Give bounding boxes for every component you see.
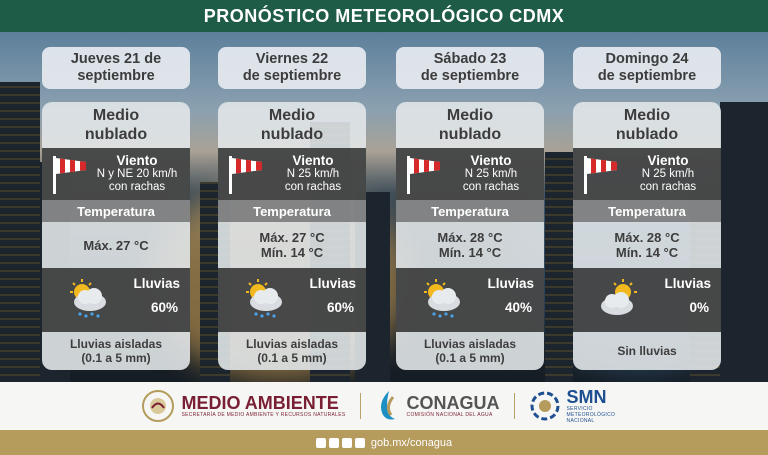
wind-value: N 25 km/h bbox=[464, 168, 518, 180]
day-2-line2: de septiembre bbox=[242, 68, 342, 84]
conagua-subtitle: COMISIÓN NACIONAL DEL AGUA bbox=[406, 412, 493, 418]
social-icons bbox=[316, 438, 365, 448]
day-1-line1: Jueves 21 de bbox=[70, 51, 162, 67]
conagua-name: CONAGUA bbox=[406, 393, 500, 413]
wind-gusts: con rachas bbox=[108, 181, 166, 193]
windsock-icon bbox=[52, 154, 88, 196]
rain-desc-line1: Lluvias aisladas bbox=[245, 337, 339, 351]
rain-desc-line1: Lluvias aisladas bbox=[423, 337, 517, 351]
smn-emblem-icon bbox=[529, 390, 561, 422]
temperature-values bbox=[218, 222, 366, 268]
sky-condition bbox=[42, 102, 190, 148]
sky-condition bbox=[218, 102, 366, 148]
windsock-icon bbox=[583, 154, 619, 196]
temperature-label: Temperatura bbox=[218, 200, 366, 222]
rain-label: Lluvias bbox=[133, 276, 180, 291]
smn-subtitle: SERVICIO METEOROLÓGICO NACIONAL bbox=[566, 406, 616, 424]
temp-max: Máx. 27 °C bbox=[83, 237, 149, 253]
sun-cloud-rain-icon bbox=[242, 278, 288, 324]
rain-probability: 60% bbox=[326, 300, 354, 315]
wind-value: N y NE 20 km/h bbox=[96, 168, 178, 180]
rain-description bbox=[218, 332, 366, 370]
medio-ambiente-logo bbox=[141, 389, 345, 423]
rain-section bbox=[218, 268, 366, 332]
rain-probability: 40% bbox=[504, 300, 532, 315]
temp-min: Mín. 14 °C bbox=[615, 245, 679, 260]
sky-condition-line2: nublado bbox=[84, 126, 148, 143]
wind-label: Viento bbox=[116, 153, 158, 168]
rain-desc-line2: (0.1 a 5 mm) bbox=[435, 351, 505, 365]
wind-label: Viento bbox=[647, 153, 689, 168]
rain-probability: 60% bbox=[150, 300, 178, 315]
rain-desc-line1: Sin lluvias bbox=[617, 344, 677, 358]
temperature-label: Temperatura bbox=[573, 200, 721, 222]
rain-description bbox=[42, 332, 190, 370]
sun-cloud-rain-icon bbox=[66, 278, 112, 324]
sky-condition-line1: Medio bbox=[268, 107, 316, 124]
temp-max: Máx. 28 °C bbox=[614, 230, 680, 245]
footer-bar bbox=[0, 430, 768, 455]
conagua-logo bbox=[375, 389, 500, 423]
day-1-line2: septiembre bbox=[77, 68, 155, 84]
forecast-card-4 bbox=[573, 102, 721, 370]
conagua-emblem-icon bbox=[375, 389, 401, 423]
rain-section bbox=[396, 268, 544, 332]
institution-logos bbox=[0, 382, 768, 430]
wind-gusts: con rachas bbox=[462, 181, 520, 193]
instagram-icon[interactable] bbox=[342, 438, 352, 448]
sky-condition bbox=[396, 102, 544, 148]
sky-condition bbox=[573, 102, 721, 148]
rain-probability: 0% bbox=[689, 300, 709, 315]
wind-section bbox=[573, 148, 721, 200]
sky-condition-line1: Medio bbox=[446, 107, 494, 124]
wind-label: Viento bbox=[470, 153, 512, 168]
temperature-label: Temperatura bbox=[42, 200, 190, 222]
temp-min: Mín. 14 °C bbox=[260, 245, 324, 260]
youtube-icon[interactable] bbox=[355, 438, 365, 448]
day-4-line1: Domingo 24 bbox=[605, 51, 689, 67]
page-title: PRONÓSTICO METEOROLÓGICO CDMX bbox=[0, 0, 768, 32]
day-header-3 bbox=[396, 47, 544, 89]
logo-divider bbox=[514, 393, 515, 419]
temperature-values bbox=[396, 222, 544, 268]
rain-desc-line1: Lluvias aisladas bbox=[69, 337, 163, 351]
sky-condition-line2: nublado bbox=[438, 126, 502, 143]
wind-gusts: con rachas bbox=[639, 181, 697, 193]
rain-section bbox=[42, 268, 190, 332]
forecast-card-3 bbox=[396, 102, 544, 370]
rain-label: Lluvias bbox=[487, 276, 534, 291]
windsock-icon bbox=[406, 154, 442, 196]
sky-condition-line1: Medio bbox=[623, 107, 671, 124]
day-2-line1: Viernes 22 bbox=[255, 51, 329, 67]
day-header-4 bbox=[573, 47, 721, 89]
smn-logo bbox=[529, 388, 627, 424]
facebook-icon[interactable] bbox=[316, 438, 326, 448]
rain-label: Lluvias bbox=[664, 276, 711, 291]
rain-description bbox=[573, 332, 721, 370]
rain-label: Lluvias bbox=[309, 276, 356, 291]
forecast-card-2 bbox=[218, 102, 366, 370]
wind-gusts: con rachas bbox=[284, 181, 342, 193]
rain-desc-line2: (0.1 a 5 mm) bbox=[257, 351, 327, 365]
temperature-values bbox=[573, 222, 721, 268]
wind-section bbox=[218, 148, 366, 200]
sun-cloud-icon bbox=[597, 278, 643, 324]
twitter-icon[interactable] bbox=[329, 438, 339, 448]
wind-section bbox=[396, 148, 544, 200]
rain-section bbox=[573, 268, 721, 332]
wind-section bbox=[42, 148, 190, 200]
sky-condition-line2: nublado bbox=[260, 126, 324, 143]
rain-desc-line2: (0.1 a 5 mm) bbox=[81, 351, 151, 365]
wind-value: N 25 km/h bbox=[286, 168, 340, 180]
day-4-line2: de septiembre bbox=[597, 68, 697, 84]
medio-ambiente-name: MEDIO AMBIENTE bbox=[181, 393, 339, 413]
day-header-2 bbox=[218, 47, 366, 89]
day-header-1 bbox=[42, 47, 190, 89]
day-3-line1: Sábado 23 bbox=[433, 51, 507, 67]
wind-label: Viento bbox=[292, 153, 334, 168]
temp-max: Máx. 28 °C bbox=[437, 230, 503, 245]
wind-value: N 25 km/h bbox=[641, 168, 695, 180]
temp-max: Máx. 27 °C bbox=[259, 230, 325, 245]
sky-condition-line1: Medio bbox=[92, 107, 140, 124]
medio-ambiente-subtitle: SECRETARÍA DE MEDIO AMBIENTE Y RECURSOS NATURALES bbox=[181, 412, 346, 418]
logo-divider bbox=[360, 393, 361, 419]
sun-cloud-rain-icon bbox=[420, 278, 466, 324]
sky-condition-line2: nublado bbox=[615, 126, 679, 143]
temperature-label: Temperatura bbox=[396, 200, 544, 222]
day-3-line2: de septiembre bbox=[420, 68, 520, 84]
coat-of-arms-icon bbox=[141, 389, 175, 423]
forecast-card-1 bbox=[42, 102, 190, 370]
smn-name: SMN bbox=[566, 387, 607, 407]
footer-link[interactable]: gob.mx/conagua bbox=[370, 436, 453, 449]
rain-description bbox=[396, 332, 544, 370]
temp-min: Mín. 14 °C bbox=[438, 245, 502, 260]
temperature-values bbox=[42, 222, 190, 268]
windsock-icon bbox=[228, 154, 264, 196]
